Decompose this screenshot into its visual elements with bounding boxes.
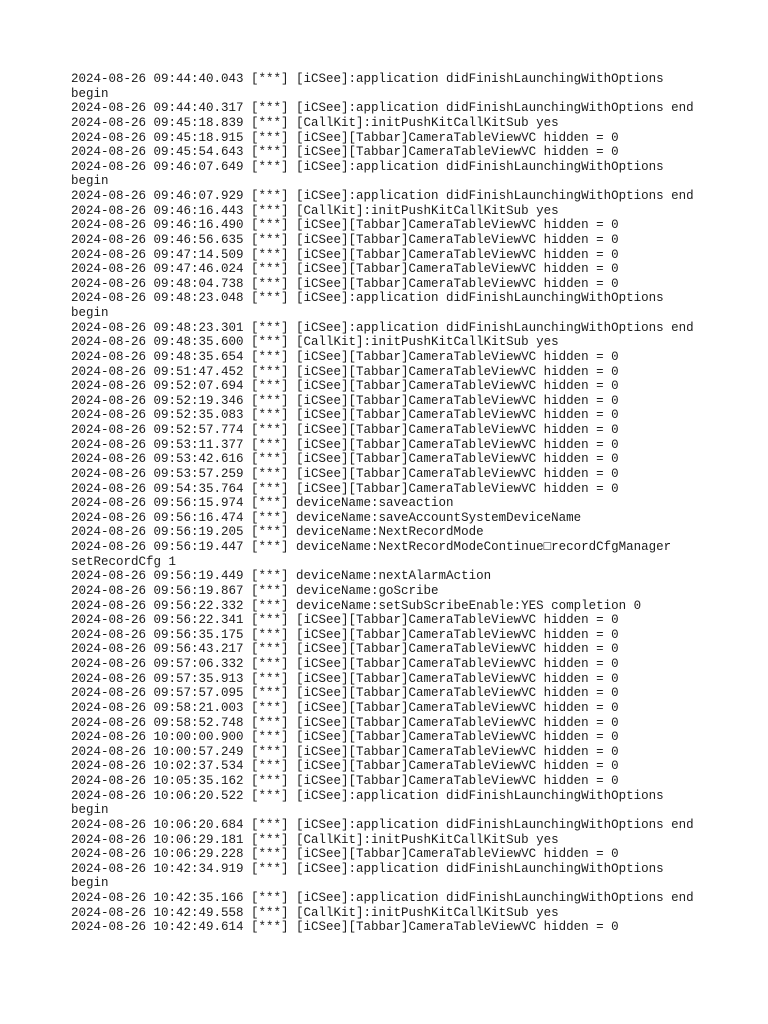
log-line: 2024-08-26 09:56:19.867 [***] deviceName:goScribe <box>71 583 439 598</box>
log-line: 2024-08-26 09:44:40.317 [***] [iCSee]:application didFinishLaunchingWithOptions end <box>71 101 694 116</box>
log-line: 2024-08-26 09:45:54.643 [***] [iCSee][Tabbar]CameraTableViewVC hidden = 0 <box>71 145 619 160</box>
log-line: 2024-08-26 09:57:57.095 [***] [iCSee][Tabbar]CameraTableViewVC hidden = 0 <box>71 686 619 701</box>
log-line: 2024-08-26 09:56:22.332 [***] deviceName:setSubScribeEnable:YES completion 0 <box>71 598 642 613</box>
log-line: 2024-08-26 09:45:18.915 [***] [iCSee][Tabbar]CameraTableViewVC hidden = 0 <box>71 130 619 145</box>
log-line: 2024-08-26 09:51:47.452 [***] [iCSee][Tabbar]CameraTableViewVC hidden = 0 <box>71 364 619 379</box>
log-line: 2024-08-26 10:06:20.522 [***] [iCSee]:application didFinishLaunchingWithOptions <box>71 788 664 803</box>
log-line: begin <box>71 86 109 101</box>
log-line: 2024-08-26 09:46:56.635 [***] [iCSee][Tabbar]CameraTableViewVC hidden = 0 <box>71 232 619 247</box>
log-line: 2024-08-26 09:52:19.346 [***] [iCSee][Tabbar]CameraTableViewVC hidden = 0 <box>71 393 619 408</box>
log-line: 2024-08-26 10:42:49.614 [***] [iCSee][Tabbar]CameraTableViewVC hidden = 0 <box>71 920 619 935</box>
log-line: 2024-08-26 10:42:34.919 [***] [iCSee]:application didFinishLaunchingWithOptions <box>71 861 664 876</box>
log-line: 2024-08-26 09:48:23.048 [***] [iCSee]:application didFinishLaunchingWithOptions <box>71 291 664 306</box>
log-line: 2024-08-26 09:56:16.474 [***] deviceName:saveAccountSystemDeviceName <box>71 510 582 525</box>
log-line: 2024-08-26 09:53:11.377 [***] [iCSee][Tabbar]CameraTableViewVC hidden = 0 <box>71 437 619 452</box>
log-line: 2024-08-26 10:06:29.228 [***] [iCSee][Tabbar]CameraTableViewVC hidden = 0 <box>71 847 619 862</box>
log-line: 2024-08-26 09:56:22.341 [***] [iCSee][Tabbar]CameraTableViewVC hidden = 0 <box>71 613 619 628</box>
log-line: 2024-08-26 10:42:35.166 [***] [iCSee]:application didFinishLaunchingWithOptions end <box>71 891 694 905</box>
log-line: 2024-08-26 09:54:35.764 [***] [iCSee][Tabbar]CameraTableViewVC hidden = 0 <box>71 481 619 496</box>
log-line: 2024-08-26 10:00:57.249 [***] [iCSee][Tabbar]CameraTableViewVC hidden = 0 <box>71 744 619 759</box>
log-line: 2024-08-26 09:56:19.205 [***] deviceName:NextRecordMode <box>71 525 484 540</box>
log-line: 2024-08-26 09:56:43.217 [***] [iCSee][Tabbar]CameraTableViewVC hidden = 0 <box>71 642 619 657</box>
log-line: begin <box>71 174 109 189</box>
log-line: 2024-08-26 09:56:19.447 [***] deviceName:NextRecordModeContinue□recordCfgManager <box>71 540 672 554</box>
log-line: 2024-08-26 09:48:35.654 [***] [iCSee][Tabbar]CameraTableViewVC hidden = 0 <box>71 349 619 364</box>
log-line: 2024-08-26 10:02:37.534 [***] [iCSee][Tabbar]CameraTableViewVC hidden = 0 <box>71 759 619 774</box>
log-line: begin <box>71 803 109 818</box>
log-line: 2024-08-26 09:57:06.332 [***] [iCSee][Tabbar]CameraTableViewVC hidden = 0 <box>71 657 619 671</box>
log-line: 2024-08-26 09:58:52.748 [***] [iCSee][Tabbar]CameraTableViewVC hidden = 0 <box>71 715 619 730</box>
log-line: 2024-08-26 10:06:20.684 [***] [iCSee]:application didFinishLaunchingWithOptions end <box>71 817 694 832</box>
log-line: 2024-08-26 09:56:19.449 [***] deviceName:nextAlarmAction <box>71 569 492 584</box>
log-line: 2024-08-26 10:05:35.162 [***] [iCSee][Tabbar]CameraTableViewVC hidden = 0 <box>71 774 619 788</box>
log-line: 2024-08-26 09:52:35.083 [***] [iCSee][Tabbar]CameraTableViewVC hidden = 0 <box>71 408 619 423</box>
log-line: begin <box>71 876 109 891</box>
log-line: 2024-08-26 09:47:14.509 [***] [iCSee][Tabbar]CameraTableViewVC hidden = 0 <box>71 247 619 262</box>
log-line: 2024-08-26 09:47:46.024 [***] [iCSee][Tabbar]CameraTableViewVC hidden = 0 <box>71 262 619 277</box>
log-line: 2024-08-26 09:58:21.003 [***] [iCSee][Tabbar]CameraTableViewVC hidden = 0 <box>71 700 619 715</box>
log-line: 2024-08-26 09:52:07.694 [***] [iCSee][Tabbar]CameraTableViewVC hidden = 0 <box>71 379 619 394</box>
log-line: 2024-08-26 10:06:29.181 [***] [CallKit]:initPushKitCallKitSub yes <box>71 832 559 847</box>
log-line: 2024-08-26 09:46:07.649 [***] [iCSee]:application didFinishLaunchingWithOptions <box>71 159 664 174</box>
log-line: 2024-08-26 09:46:07.929 [***] [iCSee]:application didFinishLaunchingWithOptions end <box>71 189 694 203</box>
log-line: 2024-08-26 09:48:35.600 [***] [CallKit]:initPushKitCallKitSub yes <box>71 335 559 350</box>
log-line: 2024-08-26 09:45:18.839 [***] [CallKit]:initPushKitCallKitSub yes <box>71 115 559 130</box>
log-line: 2024-08-26 09:46:16.443 [***] [CallKit]:initPushKitCallKitSub yes <box>71 203 559 218</box>
log-line: 2024-08-26 09:48:23.301 [***] [iCSee]:application didFinishLaunchingWithOptions end <box>71 320 694 335</box>
log-document <box>71 72 711 935</box>
log-line: 2024-08-26 09:56:35.175 [***] [iCSee][Tabbar]CameraTableViewVC hidden = 0 <box>71 627 619 642</box>
log-line: 2024-08-26 09:48:04.738 [***] [iCSee][Tabbar]CameraTableViewVC hidden = 0 <box>71 276 619 291</box>
log-line: 2024-08-26 09:52:57.774 [***] [iCSee][Tabbar]CameraTableViewVC hidden = 0 <box>71 423 619 437</box>
log-line: 2024-08-26 09:44:40.043 [***] [iCSee]:application didFinishLaunchingWithOptions <box>71 72 664 86</box>
log-line: 2024-08-26 10:42:49.558 [***] [CallKit]:initPushKitCallKitSub yes <box>71 905 559 920</box>
log-line: 2024-08-26 09:56:15.974 [***] deviceName:saveaction <box>71 496 454 511</box>
log-line: setRecordCfg 1 <box>71 554 177 569</box>
log-line: 2024-08-26 09:53:42.616 [***] [iCSee][Tabbar]CameraTableViewVC hidden = 0 <box>71 452 619 467</box>
log-line: 2024-08-26 10:00:00.900 [***] [iCSee][Tabbar]CameraTableViewVC hidden = 0 <box>71 730 619 745</box>
log-line: 2024-08-26 09:57:35.913 [***] [iCSee][Tabbar]CameraTableViewVC hidden = 0 <box>71 671 619 686</box>
log-line: 2024-08-26 09:46:16.490 [***] [iCSee][Tabbar]CameraTableViewVC hidden = 0 <box>71 218 619 233</box>
log-line: 2024-08-26 09:53:57.259 [***] [iCSee][Tabbar]CameraTableViewVC hidden = 0 <box>71 466 619 481</box>
log-line: begin <box>71 306 109 320</box>
